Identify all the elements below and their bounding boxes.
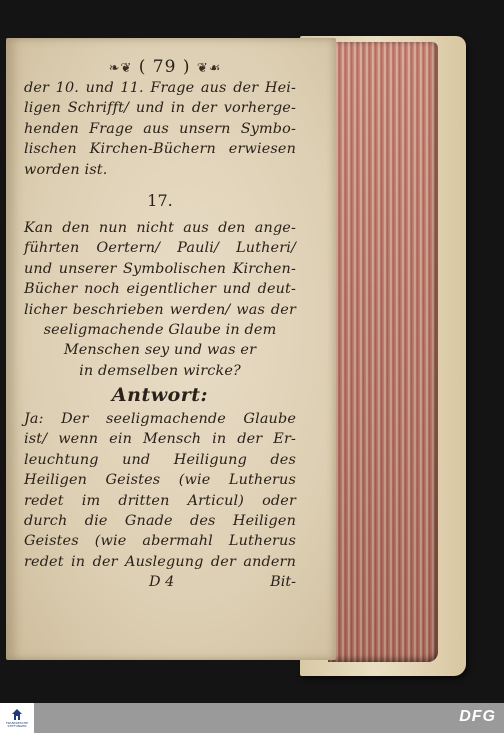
signature-mark: D 4 — [149, 574, 175, 591]
question-paragraph — [24, 218, 296, 381]
question-line: führten Oertern/ Pauli/ Lutheri/ — [24, 240, 296, 257]
logo-text-line: FRANCKESCHE — [5, 720, 29, 725]
ornament-left-icon: ❧❦ — [108, 61, 133, 76]
intro-paragraph — [24, 78, 296, 180]
answer-line: Heiligen Geistes (wie Lutherus — [24, 472, 296, 489]
question-line: in demselben wircke? — [79, 362, 241, 379]
section-number: 17. — [147, 190, 173, 210]
text-line: worden ist. — [24, 161, 108, 178]
viewer-footer-bar — [0, 703, 504, 733]
text-line: der 10. und 11. Frage aus der Hei- — [24, 80, 296, 96]
page-number: ( 79 ) — [138, 57, 191, 77]
answer-paragraph — [24, 409, 296, 572]
book-page — [6, 38, 336, 660]
francke-logo[interactable] — [0, 703, 34, 733]
answer-line: Ja: Der seeligmachende Glaube — [24, 411, 296, 428]
question-line: licher beschrieben werden/ was der — [24, 301, 296, 318]
text-line: ligen Schrifft/ und in der vorherge- — [24, 100, 296, 117]
logo-text-line: STIFTUNGEN — [7, 724, 27, 728]
answer-line: durch die Gnade des Heiligen — [24, 513, 296, 530]
francke-emblem-icon — [10, 708, 24, 722]
answer-heading: Antwort: — [111, 384, 209, 407]
page-header — [34, 56, 296, 78]
page-footer — [24, 572, 296, 592]
question-line: Menschen sey und was er — [63, 342, 257, 359]
answer-line: redet im dritten Articul) oder — [24, 492, 296, 509]
page-text — [24, 56, 296, 592]
page-edges — [328, 42, 438, 662]
question-line: seeligmachende Glaube in dem — [43, 321, 277, 338]
text-line: lischen Kirchen-Büchern erwiesen — [24, 141, 296, 158]
answer-line: leuchtung und Heiligung des — [24, 451, 296, 468]
ornament-right-icon: ❦☙ — [196, 61, 222, 76]
question-line: und unserer Symbolischen Kirchen- — [24, 260, 296, 277]
dfg-logo[interactable]: DFG — [459, 708, 496, 725]
question-line: Bücher noch eigentlicher und deut- — [24, 281, 296, 298]
answer-line: ist/ wenn ein Mensch in der Er- — [24, 431, 296, 448]
answer-line: Geistes (wie abermahl Lutherus — [24, 533, 296, 550]
catchword: Bit- — [270, 574, 296, 591]
answer-line: redet in der Auslegung der andern — [24, 553, 296, 570]
question-line: Kan den nun nicht aus den ange- — [24, 219, 296, 236]
text-line: henden Frage aus unsern Symbo- — [24, 120, 296, 137]
